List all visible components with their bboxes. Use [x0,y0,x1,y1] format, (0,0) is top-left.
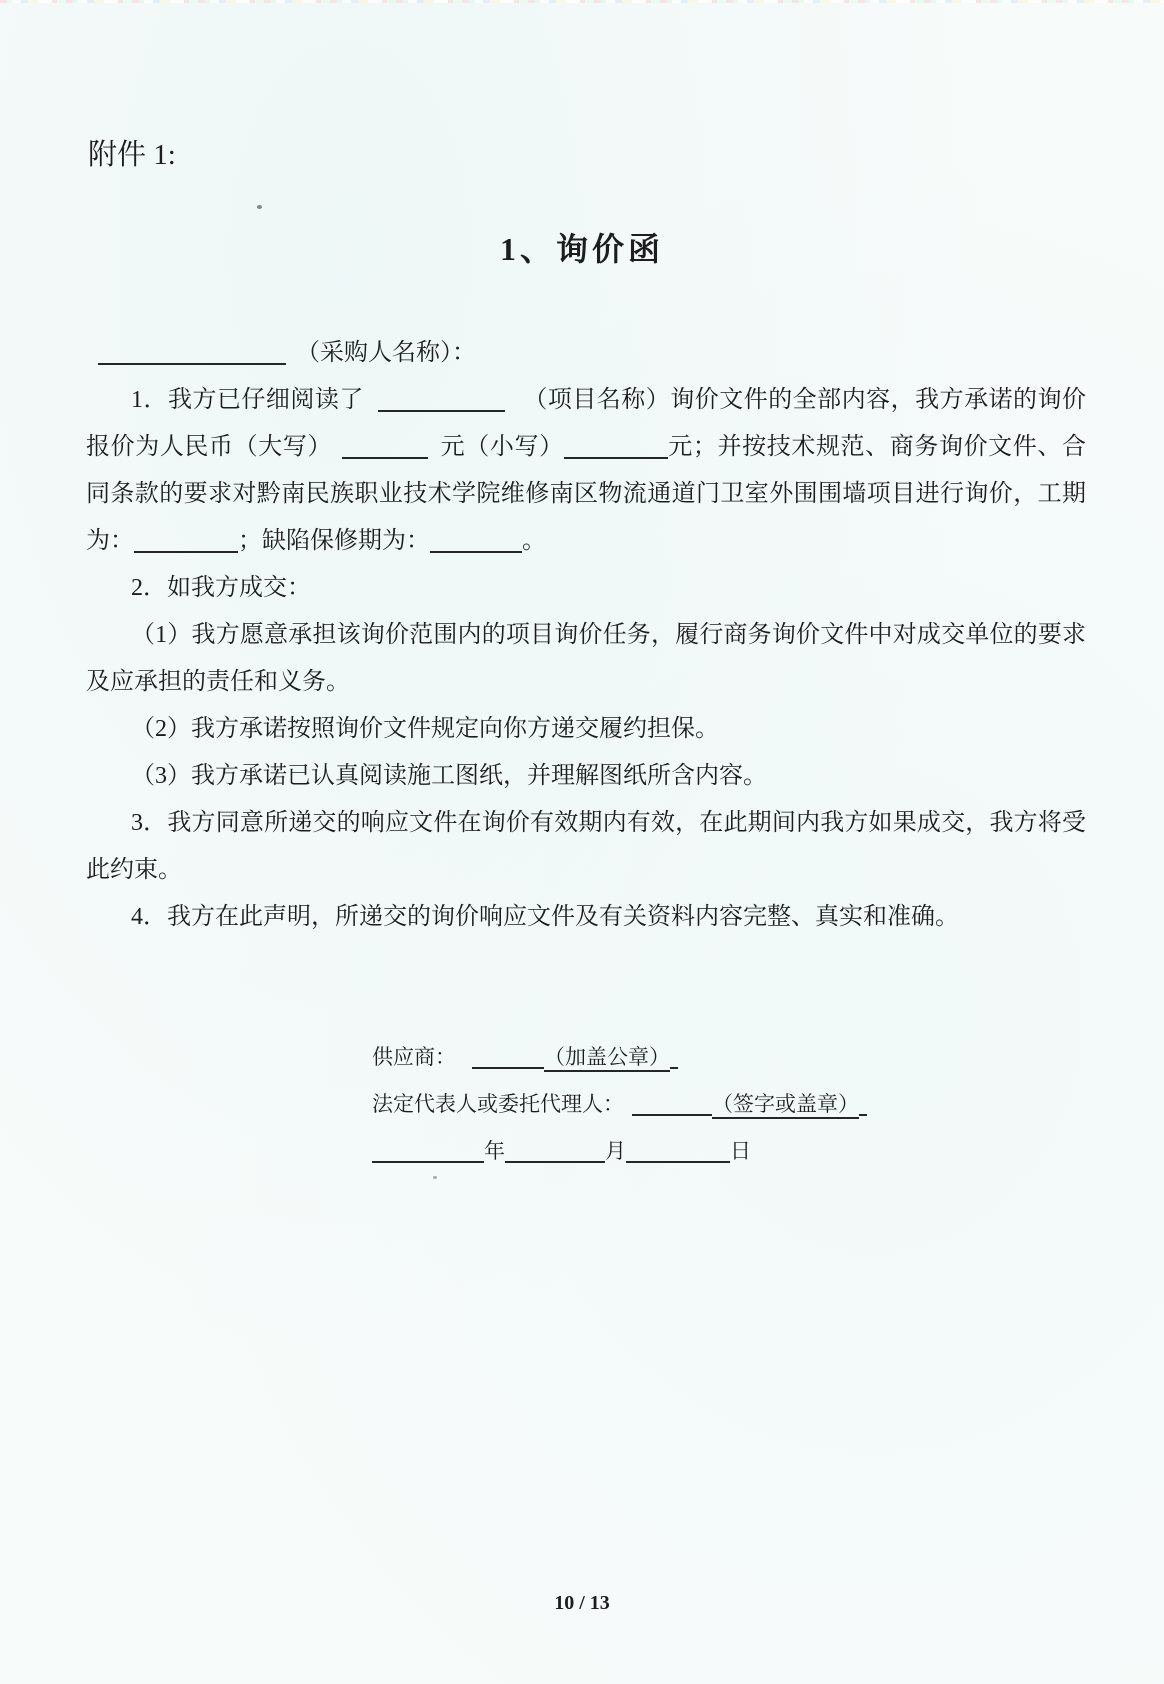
text-run: 3．我方同意所递交的响应文件在询价有效期内有效，在此期间内我方如果成交，我方将受此约束。 [86,810,1086,883]
underlined-text: （签字或盖章） [712,1092,859,1119]
clause-2 [86,565,1086,612]
blank-underline [98,363,286,365]
text-run: （采购人名称）： [296,340,476,366]
representative-line [372,1081,867,1128]
text-run: 元（小写） [440,434,564,460]
blank-underline [670,1067,678,1069]
text-run: 供应商： [372,1045,456,1069]
blank-underline [472,1067,544,1069]
ink-speck [257,205,262,209]
text-run: （2）我方承诺按照询价文件规定向你方递交履约担保。 [131,716,719,742]
clause-2-1 [86,612,1086,706]
document-title: 1、询价函 [499,231,664,267]
footer-page-number: 10 / 13 [554,1592,610,1614]
text-run: 元；并按技术规范、商务询价文件、合同条款的要求对黔南民族职业技术学院维修南区物流通道门卫室外围围墙项目进行询价，工期为： [86,434,1087,554]
blank-underline [378,410,505,412]
blank-underline [564,457,668,459]
scan-noise-strip [0,0,1164,3]
text-run: 4．我方在此声明，所递交的询价响应文件及有关资料内容完整、真实和准确。 [131,904,959,930]
text-run: 日 [730,1139,751,1163]
body-text [86,330,1086,941]
ink-speck [433,1176,437,1179]
text-run: 年 [484,1139,505,1163]
clause-3 [86,800,1086,894]
blank-underline [430,551,522,553]
text-run: （3）我方承诺已认真阅读施工图纸，并理解图纸所含内容。 [131,763,767,789]
salutation-line [86,330,1086,377]
text-run: 。 [522,528,546,554]
supplier-line [372,1034,867,1081]
text-run: 2．如我方成交： [131,575,311,601]
blank-underline [859,1114,867,1116]
text-run: 1．我方已仔细阅读了 [131,387,364,413]
clause-1 [86,377,1086,565]
text-run: （项目名称）询价文件的全部内容，我方承诺的询价报价为人民币（大写） [86,387,1087,460]
blank-underline [134,551,238,553]
clause-4 [86,894,1086,941]
signature-block [372,1034,867,1175]
clause-2-3 [86,753,1086,800]
blank-underline [632,1114,712,1116]
date-line [372,1128,867,1175]
text-run: 法定代表人或委托代理人： [372,1092,624,1116]
underlined-text: （加盖公章） [544,1045,670,1072]
clause-2-2 [86,706,1086,753]
blank-underline [505,1161,605,1163]
text-run: ；缺陷保修期为： [238,528,430,554]
blank-underline [626,1161,730,1163]
text-run: 月 [605,1139,626,1163]
text-run: （1）我方愿意承担该询价范围内的项目询价任务，履行商务询价文件中对成交单位的要求及应承担的责任和义务。 [86,622,1086,695]
blank-underline [342,457,428,459]
blank-underline [372,1161,484,1163]
attachment-label: 附件 1: [88,139,176,171]
